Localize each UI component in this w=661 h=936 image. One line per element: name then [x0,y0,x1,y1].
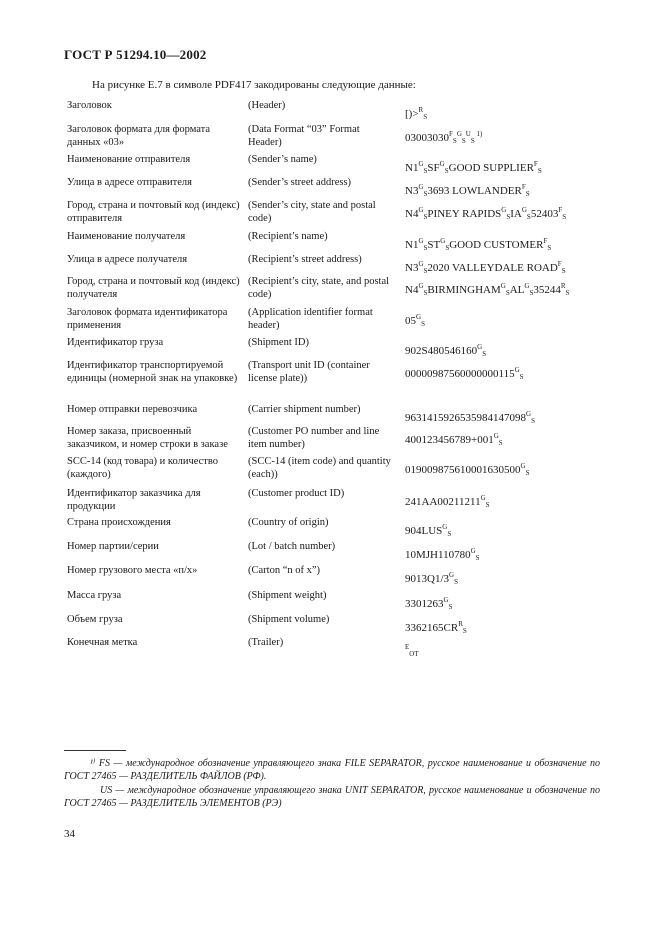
row-label-ru: Заголовок формата идентификатора применения [67,307,228,331]
row-encoded-value: $N4^GSPINEY$ $RAPIDS^GSIA^GS52403^FS$ [405,206,567,221]
row-encoded-value: $241AA00211211^GS$ [405,494,490,509]
row-encoded-value: $N3^GS3693$ $LOWLANDER^FS$ [405,183,530,198]
row-encoded-value: $10MJH110780^GS$ [405,547,480,562]
row-label-ru: Идентификатор транспортируемой единицы (номерной знак на упаковке) [67,360,238,384]
row-encoded-value: $00000987560000000115^GS$ [405,366,524,381]
row-label-en: (Carton “n of x”) [248,565,321,576]
footnote-rule [64,750,126,751]
row-label-ru: Номер грузового места «п/х» [67,565,198,576]
row-label-ru: Улица в адресе получателя [67,254,188,265]
row-label-en: (Carrier shipment number) [248,404,361,415]
row-label-en: (Trailer) [248,637,284,648]
row-label-en: (Country of origin) [248,517,329,528]
row-label-ru: Город, страна и почтовый код (индекс) отправителя [67,200,240,224]
row-encoded-value: $902S480546160^GS$ [405,343,487,358]
row-label-en: (Customer product ID) [248,488,345,499]
row-encoded-value: $9013Q1/3^GS$ [405,571,458,586]
row-encoded-value: $03003030^FS^GS^US$ $^{1)}$ [405,130,483,145]
row-label-en: (Shipment weight) [248,590,327,601]
row-encoded-value: $N1^GSSF^GSGOOD$ $SUPPLIER^FS$ [405,160,542,175]
intro-text: На рисунке E.7 в символе PDF417 закодированы следующие данные: [92,79,416,91]
row-encoded-value: $904LUS^GS$ [405,523,452,538]
row-label-ru: Идентификатор груза [67,337,164,348]
row-label-en: (Header) [248,100,286,111]
row-label-ru: Конечная метка [67,637,138,648]
row-label-en: (Recipient’s street address) [248,254,362,265]
row-label-ru: Номер отправки перевозчика [67,404,198,415]
row-encoded-value: $N4^GSBIRMINGHAM^GSAL^GS35244^RS$ [405,282,570,297]
row-encoded-value: $3362165CR^RS$ [405,620,467,635]
row-label-en: (Data Format “03” Format Header) [248,124,360,148]
row-label-en: (Customer PO number and line item number) [248,426,380,450]
row-encoded-value: $400123456789+001^GS$ [405,432,503,447]
row-label-en: (SCC-14 (item code) and quantity (each)) [248,456,391,480]
row-encoded-value: $9631415926535984147098^GS$ [405,410,535,425]
row-label-en: (Lot / batch number) [248,541,336,552]
row-label-en: (Application identifier format header) [248,307,373,331]
row-encoded-value: $N1^GSST^GSGOOD$ $CUSTOMER^FS$ [405,237,552,252]
row-label-ru: Масса груза [67,590,122,601]
row-label-ru: Объем груза [67,614,123,625]
row-encoded-value: $^E$OT [405,643,419,658]
row-label-en: (Sender’s city, state and postal code) [248,200,376,224]
row-label-ru: Страна происхождения [67,517,171,528]
row-label-ru: Наименование отправителя [67,154,191,165]
row-encoded-value: $019009875610001630500^GS$ [405,462,530,477]
page-number: 34 [64,828,75,840]
row-label-en: (Recipient’s city, state, and postal code) [248,276,390,300]
footnote-1: ¹⁾ FS — международное обозначение управляющего знака FILE SEPARATOR, русское наименование и обозначение по ГОСТ 27465 — РАЗДЕЛИТЕЛЬ ФАЙЛОВ (РФ). [64,758,600,782]
row-label-en: (Sender’s street address) [248,177,352,188]
row-label-ru: Номер заказа, присвоенный заказчиком, и номер строки в заказе [67,426,228,450]
row-label-ru: Заголовок [67,100,112,111]
document-header: ГОСТ Р 51294.10—2002 [64,47,207,62]
footnote-2: US — международное обозначение управляющего знака UNIT SEPARATOR, русское наименование и обозначение по ГОСТ 27465 — РАЗДЕЛИТЕЛЬ ЭЛЕМЕНТОВ (РЭ) [64,785,600,809]
row-label-ru: Город, страна и почтовый код (индекс) получателя [67,276,240,300]
row-encoded-value: $N3^GS2020$ VALLEYDALE $ROAD^FS$ [405,260,566,275]
row-label-en: (Recipient’s name) [248,231,328,242]
row-label-ru: Идентификатор заказчика для продукции [67,488,201,512]
row-label-en: (Sender’s name) [248,154,317,165]
row-encoded-value: $3301263^GS$ [405,596,453,611]
row-encoded-value: $05^GS$ [405,313,425,328]
row-label-ru: Номер партии/серии [67,541,159,552]
row-label-ru: SCC-14 (код товара) и количество (каждого) [67,456,219,480]
row-label-en: (Transport unit ID (container license plate)) [248,360,370,384]
row-label-en: (Shipment volume) [248,614,330,625]
row-encoded-value: [)>$^R$S [405,106,428,121]
row-label-ru: Улица в адресе отправителя [67,177,192,188]
row-label-ru: Заголовок формата для формата данных «03» [67,124,211,148]
row-label-ru: Наименование получателя [67,231,186,242]
row-label-en: (Shipment ID) [248,337,309,348]
